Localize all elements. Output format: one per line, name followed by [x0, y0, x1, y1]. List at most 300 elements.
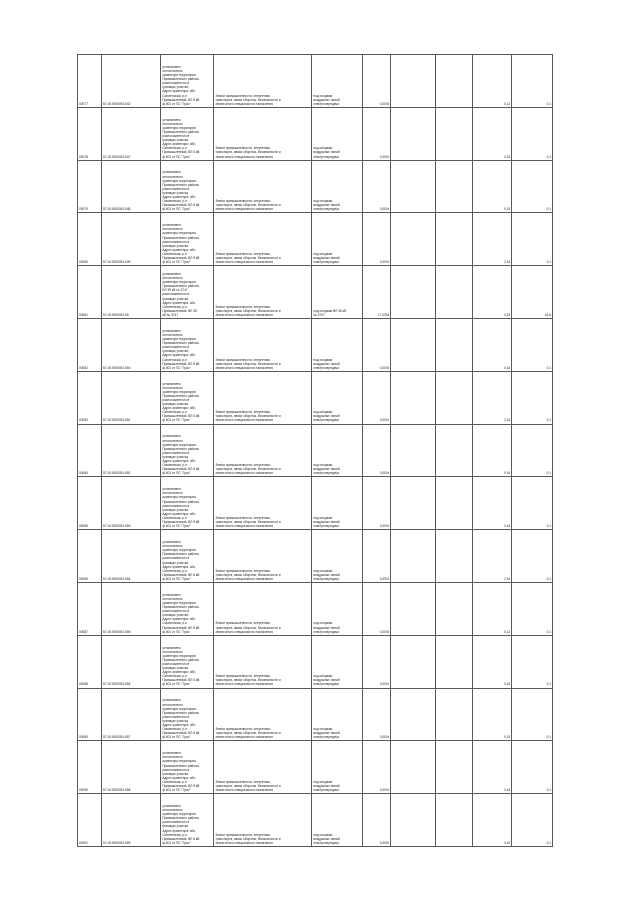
location-line: границах участка.	[162, 718, 189, 723]
land-category-line: земли иного специального назначения	[215, 682, 273, 687]
permitted-use-cell	[312, 530, 363, 583]
empty-cell	[391, 318, 436, 371]
land-category-cell	[214, 477, 312, 530]
empty-cell	[436, 635, 472, 688]
location-line: Смоленская, р-н	[162, 463, 187, 468]
value-text: 0,16	[504, 788, 511, 793]
cadastral-number-cell	[101, 794, 160, 847]
location-line: Адрес ориентира: обл.	[162, 670, 196, 675]
location-line: ф.601 от ПС "Грач"	[162, 840, 191, 845]
permitted-use-line: электропередачи	[313, 471, 339, 476]
land-category-line: Земли промышленности, энергетики,	[215, 621, 271, 626]
empty-cell	[391, 107, 436, 160]
land-category-line: Земли промышленности, энергетики,	[215, 410, 271, 415]
empty-cell	[436, 424, 472, 477]
permitted-use-line: электропередачи	[313, 629, 339, 634]
land-category-cell	[214, 213, 312, 266]
location-line: Смоленская, р-н	[162, 515, 187, 520]
area-cell	[363, 371, 391, 424]
last-value-text: 0,1	[546, 101, 551, 106]
location-line: Промышленный, ВЛ 6 кВ	[162, 519, 200, 524]
location-line: ориентира территория	[162, 812, 196, 817]
location-line: Адрес ориентира: обл.	[162, 195, 196, 200]
area-cell	[363, 741, 391, 794]
value-cell	[472, 213, 512, 266]
row-number-text: 00090	[79, 788, 88, 793]
land-category-cell	[214, 160, 312, 213]
table-row	[78, 371, 553, 424]
land-category-line: земли иного специального назначения	[215, 524, 273, 529]
empty-cell	[436, 371, 472, 424]
row-number-cell	[78, 107, 102, 160]
value-text: 2,16	[504, 260, 511, 265]
location-line: Промышленный, ВЛ 6 кВ	[162, 836, 200, 841]
location-cell	[161, 688, 214, 741]
permitted-use-line: под опорами	[313, 251, 333, 256]
last-value-cell	[512, 371, 553, 424]
location-line: границах участка.	[162, 454, 189, 459]
location-line: установлено	[162, 592, 181, 597]
location-line: ф.601 от ПС "Грач"	[162, 735, 191, 740]
area-cell	[363, 318, 391, 371]
cadastral-number-cell	[101, 160, 160, 213]
permitted-use-line: под опорами	[313, 199, 333, 204]
value-text: 0,18	[504, 312, 511, 317]
permitted-use-line: под опорами	[313, 463, 333, 468]
cadastral-number-text: 57:15:0000051:548	[102, 207, 131, 212]
location-line: Адрес ориентира: обл.	[162, 406, 196, 411]
location-line: установлено	[162, 487, 181, 492]
value-text: 0,12	[504, 629, 511, 634]
permitted-use-line: электропередачи	[313, 207, 339, 212]
last-value-cell	[512, 477, 553, 530]
location-line: относительно	[162, 702, 183, 707]
location-cell	[161, 371, 214, 424]
empty-cell	[436, 582, 472, 635]
last-value-cell	[512, 582, 553, 635]
value-cell	[472, 318, 512, 371]
row-number-cell	[78, 530, 102, 583]
value-text: 0,12	[504, 101, 511, 106]
location-cell	[161, 266, 214, 319]
value-text: 2,16	[504, 418, 511, 423]
permitted-use-cell	[312, 794, 363, 847]
location-line: установлено	[162, 645, 181, 650]
row-number-cell	[78, 635, 102, 688]
location-line: Смоленская, р-н	[162, 93, 187, 98]
area-cell	[363, 424, 391, 477]
permitted-use-line: воздушных линий	[313, 519, 340, 524]
land-category-line: земли иного специального назначения	[215, 312, 273, 317]
permitted-use-line: воздушных линий	[313, 150, 340, 155]
land-category-cell	[214, 582, 312, 635]
cadastral-number-text: 57:15:0000051:549	[102, 260, 131, 265]
permitted-use-line: под опорами	[313, 146, 333, 151]
permitted-use-line: электропередачи	[313, 524, 339, 529]
row-number-cell	[78, 477, 102, 530]
table-row	[78, 318, 553, 371]
permitted-use-cell	[312, 107, 363, 160]
location-line: Промышленного района,	[162, 710, 200, 715]
land-category-cell	[214, 530, 312, 583]
cadastral-number-text: 57:15:0000051:555	[102, 629, 131, 634]
area-text: 0,0004	[379, 840, 390, 845]
location-line: ф.601 от ПС "Грач"	[162, 682, 191, 687]
land-category-cell	[214, 318, 312, 371]
location-line: Промышленного района,	[162, 816, 200, 821]
location-line: ориентира территория	[162, 389, 196, 394]
permitted-use-line: электропередачи	[313, 365, 339, 370]
land-category-line: Земли промышленности, энергетики,	[215, 199, 271, 204]
value-cell	[472, 635, 512, 688]
land-plots-table	[77, 54, 553, 847]
location-line: относительно	[162, 276, 183, 281]
area-text: 0,0004	[379, 365, 390, 370]
area-text: 0,0004	[379, 576, 390, 581]
location-line: относительно	[162, 68, 183, 73]
cadastral-number-text: 57:15:0000051:542	[102, 101, 131, 106]
last-value-text: 0,1	[546, 840, 551, 845]
location-line: ф.601 от ПС "Грач"	[162, 524, 191, 529]
location-line: относительно	[162, 332, 183, 337]
land-category-line: Земли промышленности, энергетики,	[215, 304, 271, 309]
row-number-cell	[78, 688, 102, 741]
cadastral-number-text: 57:15:0000051:558	[102, 788, 131, 793]
land-category-line: земли иного специального назначения	[215, 154, 273, 159]
location-line: Промышленный, ВЛ 6 кВ	[162, 625, 200, 630]
cadastral-number-text: 57:15:0000051:557	[102, 735, 131, 740]
location-line: установлено	[162, 698, 181, 703]
land-category-line: транспорта, связи обороны, безопасности и	[215, 150, 281, 155]
land-category-line: транспорта, связи обороны, безопасности и	[215, 625, 281, 630]
location-line: границах участка.	[162, 824, 189, 829]
permitted-use-line: электропередачи	[313, 260, 339, 265]
location-line: относительно	[162, 491, 183, 496]
permitted-use-line: воздушных линий	[313, 783, 340, 788]
last-value-text: 0,1	[546, 788, 551, 793]
cadastral-number-text: 57:15:0000051:551	[102, 418, 131, 423]
location-line: ф.601 от ПС "Грач"	[162, 207, 191, 212]
land-category-line: Земли промышленности, энергетики,	[215, 463, 271, 468]
location-line: Адрес ориентира: обл.	[162, 722, 196, 727]
location-line: ориентира территория	[162, 442, 196, 447]
permitted-use-cell	[312, 55, 363, 108]
permitted-use-line: под опорами	[313, 515, 333, 520]
land-category-line: земли иного специального назначения	[215, 576, 273, 581]
area-cell	[363, 530, 391, 583]
location-line: ориентира территория	[162, 548, 196, 553]
last-value-text: 0,1	[546, 154, 551, 159]
location-line: границах участка.	[162, 402, 189, 407]
empty-cell	[436, 107, 472, 160]
location-line: Адрес ориентира: обл.	[162, 564, 196, 569]
table-row	[78, 107, 553, 160]
last-value-text: 0,1	[546, 524, 551, 529]
value-text: 0,16	[504, 471, 511, 476]
area-text: 0,0004	[379, 524, 390, 529]
location-line: Промышленный, ВЛ 6 кВ	[162, 414, 200, 419]
land-category-cell	[214, 741, 312, 794]
table-row	[78, 688, 553, 741]
location-line: границах участка.	[162, 85, 189, 90]
location-line: относительно	[162, 808, 183, 813]
location-line: Промышленный, ВЛ 6 кВ	[162, 97, 200, 102]
permitted-use-line: под опорами	[313, 621, 333, 626]
location-line: границах участка.	[162, 771, 189, 776]
area-text: 0,0004	[379, 471, 390, 476]
location-line: расположенного в	[162, 186, 190, 191]
row-number-cell	[78, 794, 102, 847]
area-cell	[363, 794, 391, 847]
empty-cell	[391, 794, 436, 847]
area-cell	[363, 107, 391, 160]
empty-cell	[436, 477, 472, 530]
land-category-cell	[214, 55, 312, 108]
location-line: Адрес ориентира: обл.	[162, 89, 196, 94]
row-number-text: 00078	[79, 154, 88, 159]
cadastral-number-text: 57:15:0000051:550	[102, 365, 131, 370]
location-cell	[161, 318, 214, 371]
row-number-text: 00077	[79, 101, 88, 106]
location-line: Промышленный, ВЛ 6 кВ	[162, 678, 200, 683]
row-number-text: 00087	[79, 629, 88, 634]
area-cell	[363, 477, 391, 530]
location-line: Смоленская, р-н	[162, 251, 187, 256]
area-text: 0,0004	[379, 207, 390, 212]
location-line: Адрес ориентира: обл.	[162, 459, 196, 463]
area-cell	[363, 55, 391, 108]
location-cell	[161, 477, 214, 530]
land-category-cell	[214, 424, 312, 477]
permitted-use-line: воздушных линий	[313, 731, 340, 736]
location-line: ориентира территория	[162, 495, 196, 500]
location-line: ориентира территория	[162, 178, 196, 183]
location-line: относительно	[162, 174, 183, 179]
last-value-cell	[512, 160, 553, 213]
value-text: 0,15	[504, 207, 511, 212]
last-value-text: 0,1	[546, 471, 551, 476]
location-line: ориентира территория	[162, 125, 196, 130]
permitted-use-line: электропередачи	[313, 682, 339, 687]
last-value-cell	[512, 266, 553, 319]
table-body	[78, 55, 553, 847]
table-row	[78, 160, 553, 213]
location-line: расположенного в	[162, 345, 190, 350]
location-line: расположенного в	[162, 662, 190, 666]
cadastral-number-cell	[101, 741, 160, 794]
permitted-use-line: под опорами	[313, 832, 333, 837]
location-line: расположенного в	[162, 503, 190, 508]
permitted-use-line: под опорами	[313, 410, 333, 415]
location-line: Промышленный, ВЛ 6 кВ	[162, 256, 200, 260]
location-cell	[161, 582, 214, 635]
location-line: Промышленного района,	[162, 129, 200, 134]
value-cell	[472, 477, 512, 530]
value-cell	[472, 688, 512, 741]
area-cell	[363, 266, 391, 319]
land-category-cell	[214, 688, 312, 741]
value-cell	[472, 107, 512, 160]
cadastral-number-text: 57:15:0000051:559	[102, 840, 131, 845]
location-line: Адрес ориентира: обл.	[162, 353, 196, 358]
location-line: Смоленская, р-н	[162, 832, 187, 837]
location-line: границах участка.	[162, 243, 189, 248]
last-value-cell	[512, 688, 553, 741]
empty-cell	[391, 266, 436, 319]
empty-cell	[391, 530, 436, 583]
last-value-text: 0,1	[546, 207, 551, 212]
location-cell	[161, 160, 214, 213]
cadastral-number-cell	[101, 530, 160, 583]
cadastral-number-cell	[101, 55, 160, 108]
land-category-cell	[214, 266, 312, 319]
location-line: границах участка.	[162, 613, 189, 618]
location-line: границах участка.	[162, 507, 189, 512]
location-line: расположенного в	[162, 81, 190, 86]
location-line: установлено	[162, 271, 181, 276]
location-line: Промышленного района,	[162, 763, 200, 768]
location-line: относительно	[162, 544, 183, 549]
land-category-cell	[214, 794, 312, 847]
location-line: границах участка.	[162, 349, 189, 354]
land-category-line: Земли промышленности, энергетики,	[215, 727, 271, 732]
location-line: ф.601 от ПС "Грач"	[162, 788, 191, 793]
location-line: Смоленская, р-н	[162, 357, 187, 362]
location-line: установлено	[162, 751, 181, 756]
row-number-text: 00081	[79, 312, 88, 317]
permitted-use-line: электропередачи	[313, 418, 339, 423]
permitted-use-cell	[312, 318, 363, 371]
location-line: установлено	[162, 170, 181, 175]
empty-cell	[391, 582, 436, 635]
location-line: границах участка.	[162, 666, 189, 671]
last-value-cell	[512, 530, 553, 583]
location-line: расположенного в	[162, 714, 190, 719]
table-row	[78, 635, 553, 688]
last-value-cell	[512, 318, 553, 371]
location-line: кВ № 3747	[162, 312, 179, 317]
location-cell	[161, 530, 214, 583]
location-line: установлено	[162, 540, 181, 545]
area-text: 0,0004	[379, 629, 390, 634]
table-row	[78, 55, 553, 108]
land-category-line: Земли промышленности, энергетики,	[215, 251, 271, 256]
value-cell	[472, 371, 512, 424]
area-text: 17,0004	[377, 312, 390, 317]
empty-cell	[436, 688, 472, 741]
permitted-use-line: электропередачи	[313, 576, 339, 581]
empty-cell	[436, 160, 472, 213]
value-cell	[472, 741, 512, 794]
location-line: Промышленный, ВЛ 6 кВ	[162, 361, 200, 366]
land-category-line: транспорта, связи обороны, безопасности и	[215, 836, 281, 841]
location-line: Промышленный, ВЛ 6 кВ	[162, 572, 200, 577]
location-line: относительно	[162, 227, 183, 232]
location-line: границах участка.	[162, 138, 189, 143]
location-line: расположенного в	[162, 398, 190, 403]
location-cell	[161, 213, 214, 266]
empty-cell	[391, 477, 436, 530]
row-number-cell	[78, 424, 102, 477]
land-category-line: транспорта, связи обороны, безопасности и	[215, 361, 281, 366]
permitted-use-line: под опорами ВЛ 35 кВ	[313, 308, 347, 313]
location-line: границах участка.	[162, 296, 189, 301]
land-category-line: транспорта, связи обороны, безопасности и	[215, 97, 281, 102]
last-value-text: 0,1	[546, 576, 551, 581]
value-text: 0,16	[504, 524, 511, 529]
last-value-cell	[512, 741, 553, 794]
value-text: 0,16	[504, 154, 511, 159]
location-line: Смоленская, р-н	[162, 727, 187, 732]
location-line: расположенного в	[162, 556, 190, 561]
cadastral-number-cell	[101, 213, 160, 266]
empty-cell	[391, 160, 436, 213]
location-line: относительно	[162, 385, 183, 390]
location-cell	[161, 741, 214, 794]
value-text: 0,15	[504, 735, 511, 740]
cadastral-number-cell	[101, 424, 160, 477]
cadastral-number-text: 57:15:0000051:556	[102, 682, 131, 687]
value-cell	[472, 266, 512, 319]
location-line: Смоленская, р-н	[162, 779, 187, 784]
land-category-line: Земли промышленности, энергетики,	[215, 146, 271, 151]
area-cell	[363, 582, 391, 635]
row-number-cell	[78, 160, 102, 213]
row-number-text: 00086	[79, 576, 88, 581]
permitted-use-line: воздушных линий	[313, 836, 340, 841]
location-line: Промышленный, ВЛ 6 кВ	[162, 467, 200, 472]
land-category-line: земли иного специального назначения	[215, 207, 273, 212]
location-line: расположенного в	[162, 134, 190, 139]
empty-cell	[391, 213, 436, 266]
location-line: Смоленская, р-н	[162, 146, 187, 151]
value-text: 0,16	[504, 365, 511, 370]
location-line: Смоленская, р-н	[162, 674, 187, 679]
permitted-use-line: воздушных линий	[313, 97, 340, 102]
land-category-line: Земли промышленности, энергетики,	[215, 779, 271, 784]
value-text: 0,16	[504, 682, 511, 687]
permitted-use-line: воздушных линий	[313, 467, 340, 472]
last-value-cell	[512, 55, 553, 108]
land-category-cell	[214, 107, 312, 160]
row-number-text: 00089	[79, 735, 88, 740]
location-line: Промышленного района,	[162, 235, 200, 240]
permitted-use-line: электропередачи	[313, 840, 339, 845]
location-line: расположенного в	[162, 820, 190, 825]
location-line: Промышленный, ВЛ 6 кВ	[162, 150, 200, 155]
last-value-cell	[512, 107, 553, 160]
location-line: относительно	[162, 755, 183, 760]
location-line: установлено	[162, 223, 181, 228]
permitted-use-line: воздушных линий	[313, 203, 340, 208]
cadastral-number-text: 57:15:0000051:553	[102, 524, 131, 529]
table-row	[78, 794, 553, 847]
location-line: расположенного в	[162, 450, 190, 455]
land-category-line: Земли промышленности, энергетики,	[215, 515, 271, 520]
location-line: расположенного в	[162, 767, 190, 772]
value-cell	[472, 794, 512, 847]
empty-cell	[436, 741, 472, 794]
permitted-use-line: воздушных линий	[313, 572, 340, 577]
cadastral-number-cell	[101, 318, 160, 371]
permitted-use-cell	[312, 582, 363, 635]
permitted-use-cell	[312, 635, 363, 688]
location-line: границах участка.	[162, 190, 189, 195]
row-number-cell	[78, 213, 102, 266]
location-line: Промышленного района,	[162, 182, 200, 187]
permitted-use-cell	[312, 477, 363, 530]
land-category-cell	[214, 635, 312, 688]
